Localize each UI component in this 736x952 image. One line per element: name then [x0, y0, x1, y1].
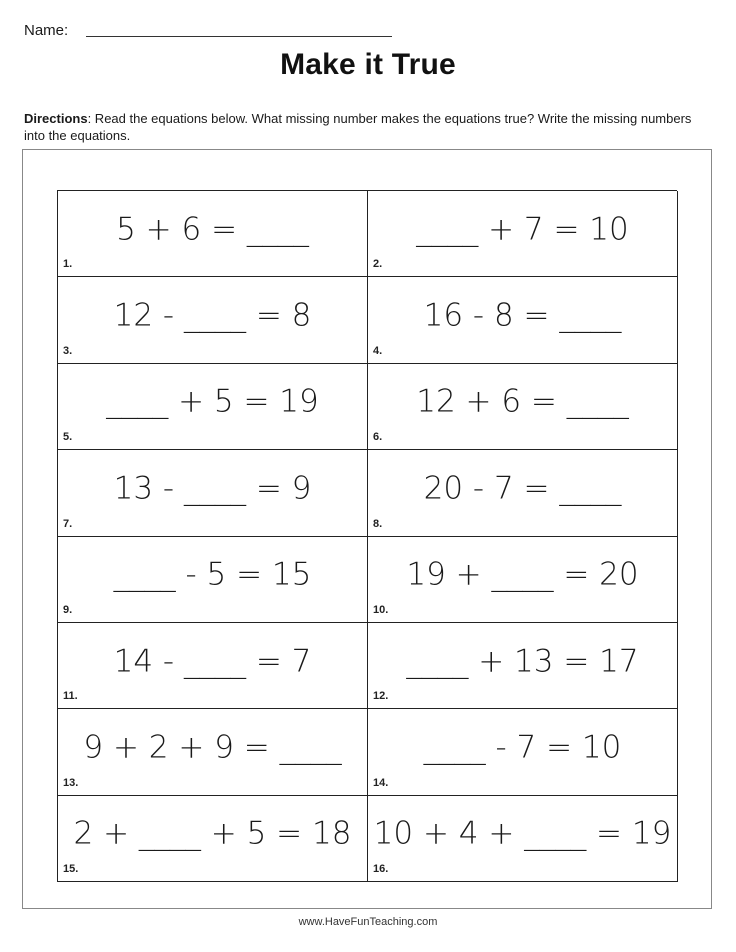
directions-lead: Directions [24, 111, 88, 126]
problem-cell [368, 623, 678, 709]
equation[interactable]: ____ + 13 = 17 [406, 643, 639, 680]
equation[interactable]: ____ + 5 = 19 [106, 384, 319, 421]
problem-cell [368, 450, 678, 536]
problem-number: 10. [373, 603, 389, 616]
equation[interactable]: 2 + ____ + 5 = 18 [73, 815, 352, 852]
equation[interactable]: ____ - 5 = 15 [113, 556, 312, 593]
equation[interactable]: 5 + 6 = ____ [116, 211, 309, 248]
equation[interactable]: 13 - ____ = 9 [113, 470, 312, 507]
problem-number: 2. [373, 258, 383, 271]
problem-number: 12. [373, 690, 389, 703]
problem-number: 1. [63, 258, 73, 271]
problem-number: 13. [63, 776, 79, 789]
problem-cell [368, 191, 678, 277]
equation[interactable]: ____ - 7 = 10 [423, 729, 622, 766]
problem-number: 5. [63, 431, 73, 444]
equation[interactable]: 10 + 4 + ____ = 19 [373, 815, 672, 852]
problem-cell [58, 623, 368, 709]
equation[interactable]: 14 - ____ = 7 [113, 643, 312, 680]
problem-cell [58, 450, 368, 536]
equation[interactable]: 12 - ____ = 8 [113, 297, 312, 334]
problem-number: 3. [63, 344, 73, 357]
problem-cell [58, 796, 368, 882]
footer-url: www.HaveFunTeaching.com [298, 916, 438, 928]
problem-grid [57, 190, 677, 882]
equation[interactable]: 20 - 7 = ____ [423, 470, 622, 507]
problem-cell [368, 709, 678, 795]
worksheet-title: Make it True [280, 48, 456, 81]
problem-number: 6. [373, 431, 383, 444]
equation[interactable]: 12 + 6 = ____ [416, 384, 629, 421]
problem-number: 16. [373, 863, 389, 875]
name-row [24, 20, 384, 42]
problem-number: 8. [373, 517, 383, 530]
directions [24, 110, 704, 144]
problem-cell [58, 709, 368, 795]
problem-number: 14. [373, 776, 389, 789]
equation[interactable]: ____ + 7 = 10 [416, 211, 629, 248]
problem-cell [58, 364, 368, 450]
problem-cell [368, 364, 678, 450]
problem-number: 11. [63, 690, 78, 703]
problem-number: 7. [63, 517, 73, 530]
problem-number: 4. [373, 344, 383, 357]
problem-cell [58, 537, 368, 623]
problem-cell [58, 277, 368, 363]
name-label: Name: [24, 22, 69, 39]
equation[interactable]: 9 + 2 + 9 = ____ [83, 729, 342, 766]
equation[interactable]: 19 + ____ = 20 [406, 556, 639, 593]
problem-number: 9. [63, 603, 73, 616]
problem-cell [58, 191, 368, 277]
directions-text: : Read the equations below. What missing number makes the equations true? Write the missing numbers into the equations. [24, 111, 692, 143]
equation[interactable]: 16 - 8 = ____ [423, 297, 622, 334]
problem-cell [368, 796, 678, 882]
problem-number: 15. [63, 863, 79, 875]
problem-cell [368, 277, 678, 363]
name-input-line[interactable] [86, 36, 392, 37]
problem-cell [368, 537, 678, 623]
